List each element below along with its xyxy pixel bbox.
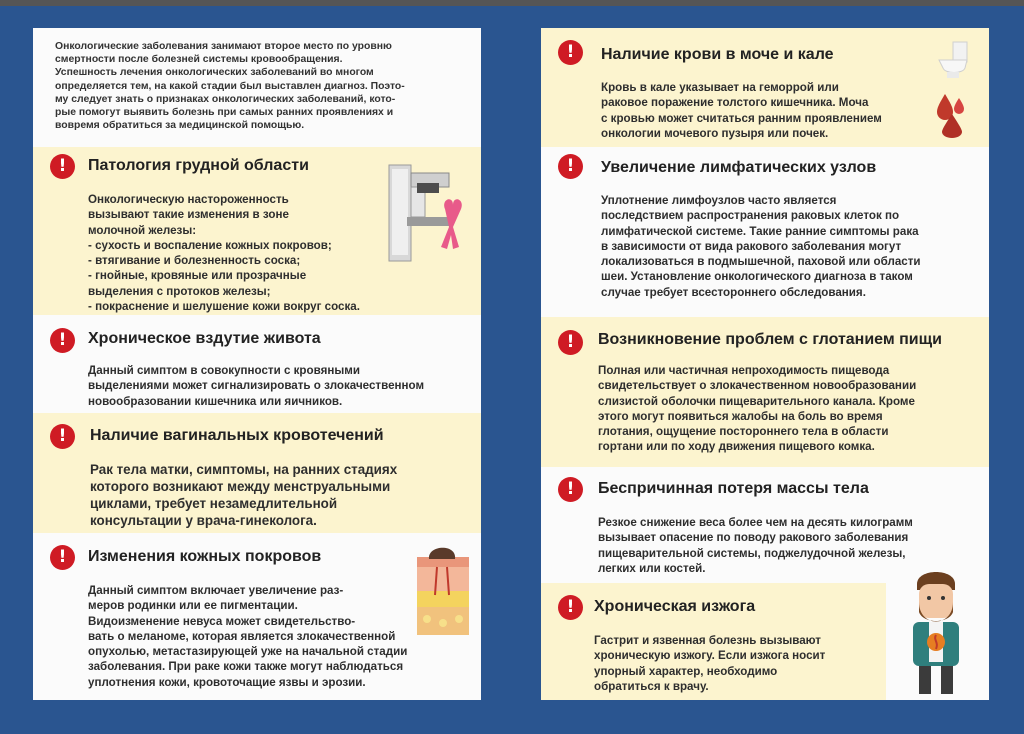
section-title: Наличие крови в моче и кале (601, 46, 834, 63)
section-heartburn (541, 583, 886, 700)
warning-icon: ! (558, 40, 583, 65)
intro-line: Онкологические заболевания занимают второе место по уровню (55, 41, 392, 52)
body-line: гортани или по ходу движения пищевого комка. (598, 440, 875, 454)
warning-icon: ! (558, 595, 583, 620)
intro-line: определяется тем, на какой стадии был выставлен диагноз. Поэто- (55, 80, 405, 92)
section-title: Увеличение лимфатических узлов (601, 159, 877, 176)
body-line: последствием распространения раковых клеток по (601, 209, 900, 223)
intro-line: му следует знать о признаках онкологических заболеваний, кото- (55, 93, 396, 105)
warning-icon: ! (50, 328, 75, 353)
warning-icon: ! (558, 477, 583, 502)
section-title: Хроническое вздутие живота (88, 330, 321, 347)
intro-line: вовремя обратиться за медицинской помощью. (55, 120, 305, 132)
section-bloating (33, 315, 481, 413)
body-line: раковое поражение толстого кишечника. Моча (601, 96, 869, 110)
body-line: локализоваться в подмышечной, паховой или области (601, 255, 921, 269)
section-title: Беспричинная потеря массы тела (598, 480, 869, 497)
body-line: новообразовании кишечника или яичников. (88, 394, 343, 408)
section-skin-changes (33, 533, 481, 700)
body-line: Рак тела матки, симптомы, на ранних стадиях (90, 462, 398, 477)
body-line: - гнойные, кровяные или прозрачные (88, 269, 307, 283)
body-line: опухолью, метастазирующей уже на начальной стадии (88, 645, 408, 659)
body-line: выделения с протоков железы; (88, 284, 271, 298)
section-body (598, 363, 916, 455)
mammography-machine-icon (381, 157, 471, 267)
section-title: Хроническая изжога (594, 598, 756, 615)
body-line: Резкое снижение веса более чем на десять килограмм (598, 516, 913, 529)
body-line: Гастрит и язвенная болезнь вызывают (594, 634, 821, 647)
section-body (88, 363, 424, 409)
section-title: Возникновение проблем с глотанием пищи (598, 331, 942, 348)
warning-icon: ! (558, 330, 583, 355)
body-line: Полная или частичная непроходимость пищевода (598, 364, 890, 377)
body-line: свидетельствует о злокачественном новообразовании (598, 379, 917, 393)
man-heartburn-icon (893, 566, 979, 698)
body-line: Видоизменение невуса может свидетельство- (88, 614, 356, 628)
body-line: пищеварительной системы, поджелудочной железы, (598, 546, 906, 560)
body-line: - втягивание и болезненность соска; (88, 254, 301, 268)
body-line: в зависимости от вида ракового заболевания могут (601, 239, 902, 253)
body-line: вать о меланоме, которая является злокачественной (88, 629, 396, 643)
section-title: Наличие вагинальных кровотечений (90, 427, 384, 444)
left-page (33, 28, 481, 700)
top-frame-bar (0, 0, 1024, 6)
body-line: Онкологическую настороженность (88, 193, 289, 206)
warning-icon: ! (50, 424, 75, 449)
section-blood-urine-stool (541, 28, 989, 147)
body-line: вызывает опасение по поводу ракового заболевания (598, 531, 909, 545)
body-line: циклами, требует незамедлительной (90, 496, 338, 511)
body-line: Данный симптом включает увеличение раз- (88, 584, 344, 597)
body-line: заболевания. При раке кожи также могут наблюдаться (88, 660, 404, 674)
body-line: обратиться к врачу. (594, 679, 709, 693)
body-line: шеи. Установление онкологического диагноза в таком (601, 270, 913, 284)
intro-text (55, 40, 463, 132)
right-page (541, 28, 989, 700)
body-line: случае требует всестороннего обследования. (601, 285, 866, 299)
warning-icon: ! (558, 154, 583, 179)
body-line: слизистой оболочки пищеварительного канала. Кроме (598, 394, 915, 408)
intro-line: рые помогут выявить болезнь при самых ранних проявлениях и (55, 107, 394, 119)
section-title: Изменения кожных покровов (88, 548, 322, 565)
section-lymph-nodes (541, 147, 989, 317)
body-line: меров родинки или ее пигментации. (88, 599, 298, 613)
body-line: глотания, ощущение постороннего тела в области (598, 425, 889, 439)
warning-icon: ! (50, 154, 75, 179)
body-line: этого могут появиться жалобы на боль во время (598, 409, 883, 423)
body-line: Кровь в кале указывает на геморрой или (601, 81, 839, 94)
section-swallowing (541, 317, 989, 467)
body-line: - сухость и воспаление кожных покровов; (88, 238, 332, 252)
body-line: упорный характер, необходимо (594, 664, 778, 678)
section-body (594, 633, 825, 694)
section-title: Патология грудной области (88, 157, 309, 174)
body-line: молочной железы: (88, 223, 197, 237)
body-line: Уплотнение лимфоузлов часто является (601, 194, 837, 207)
body-line: с кровью может считаться ранним проявлением (601, 111, 882, 125)
intro-line: смертности после болезней системы кровообращения. (55, 54, 343, 66)
body-line: выделениями может сигнализировать о злокачественном (88, 379, 425, 393)
section-vaginal-bleeding (33, 413, 481, 533)
body-line: хроническую изжогу. Если изжога носит (594, 649, 826, 663)
body-line: Данный симптом в совокупности с кровяными (88, 364, 360, 377)
section-breast-pathology (33, 147, 481, 315)
toilet-icon (935, 38, 971, 80)
skin-layers-icon (413, 539, 473, 639)
body-line: вызывают такие изменения в зоне (88, 208, 289, 222)
section-body (601, 193, 921, 300)
section-body (601, 80, 882, 141)
body-line: легких или костей. (598, 561, 706, 575)
body-line: уплотнения кожи, кровоточащие язвы и эрозии. (88, 675, 366, 689)
body-line: консультации у врача-гинеколога. (90, 513, 317, 528)
blood-drops-icon (935, 92, 971, 138)
body-line: онкологии мочевого пузыря или почек. (601, 126, 829, 140)
intro-line: Успешность лечения онкологических заболеваний во многом (55, 67, 374, 79)
section-body (598, 515, 913, 576)
section-body (88, 192, 360, 314)
section-body (88, 583, 407, 690)
warning-icon: ! (50, 545, 75, 570)
body-line: - покраснение и шелушение кожи вокруг соска. (88, 300, 360, 314)
body-line: лимфатической системе. Такие ранние симптомы рака (601, 224, 919, 238)
section-body (90, 461, 397, 529)
body-line: которого возникают между менструальными (90, 479, 391, 494)
